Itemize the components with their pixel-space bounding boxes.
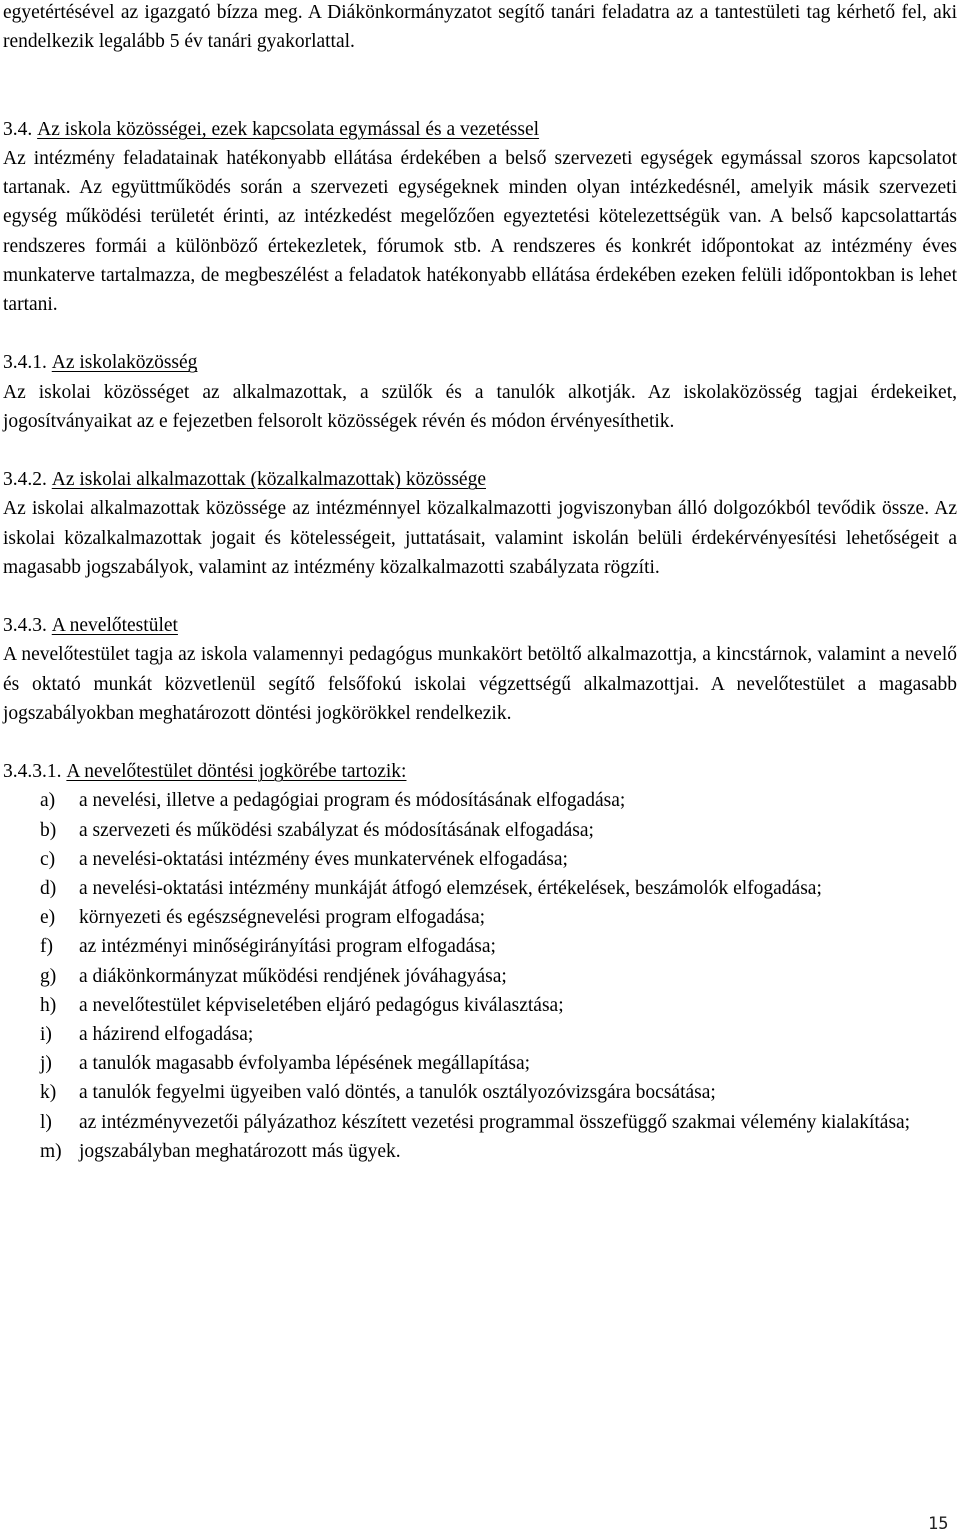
list-item-text: a tanulók fegyelmi ügyeiben való döntés, a tanulók osztályozóvizsgára bocsátása; (79, 1082, 716, 1104)
section-number: 3.4.2. (3, 469, 47, 491)
list-item (3, 874, 957, 903)
list-item (3, 816, 957, 845)
section-title: Az iskolaközösség (51, 352, 198, 374)
list-marker: c) (40, 848, 56, 870)
section-number: 3.4.3.1. (3, 761, 62, 783)
section-number: 3.4.3. (3, 615, 47, 637)
section-heading-3-4-2 (3, 465, 957, 494)
section-heading-3-4-1 (3, 348, 957, 377)
list-marker: j) (40, 1053, 52, 1075)
list-item-text: az intézményi minőségirányítási program elfogadása; (79, 936, 496, 958)
list-item-text: a tanulók magasabb évfolyamba lépésének megállapítása; (79, 1053, 531, 1075)
list-item (3, 1108, 957, 1137)
section-number: 3.4. (3, 118, 33, 140)
section-heading-3-4 (3, 115, 957, 144)
section-title: Az iskolai alkalmazottak (közalkalmazottak) közössége (51, 469, 486, 491)
list-marker: l) (40, 1111, 52, 1133)
list-marker: e) (40, 907, 56, 929)
list-item-text: a nevelési, illetve a pedagógiai program és módosításának elfogadása; (79, 790, 626, 812)
spacer (3, 56, 957, 85)
list-item (3, 1078, 957, 1107)
list-item-text: a házirend elfogadása; (79, 1024, 254, 1046)
list-item-text: a szervezeti és működési szabályzat és módosításának elfogadása; (79, 819, 594, 841)
list-item (3, 1049, 957, 1078)
spacer (3, 319, 957, 348)
section-number: 3.4.1. (3, 352, 47, 374)
list-item (3, 932, 957, 961)
decision-list (3, 786, 957, 1166)
spacer (3, 582, 957, 611)
list-item (3, 1137, 957, 1166)
list-marker: m) (40, 1140, 62, 1162)
section-heading-3-4-3 (3, 611, 957, 640)
list-item-text: a nevelési-oktatási intézmény munkáját átfogó elemzések, értékelések, beszámolók elfogadása; (79, 878, 822, 899)
list-marker: f) (40, 936, 53, 958)
section-title: A nevelőtestület döntési jogkörébe tartozik: (66, 761, 407, 783)
list-item (3, 786, 957, 815)
list-item (3, 845, 957, 874)
list-item-text: környezeti és egészségnevelési program elfogadása; (79, 907, 486, 929)
list-marker: i) (40, 1024, 52, 1046)
section-title: A nevelőtestület (51, 615, 178, 637)
list-marker: k) (40, 1082, 57, 1104)
list-marker: d) (40, 878, 57, 899)
document-page (3, 0, 957, 1166)
list-item-text: az intézményvezetői pályázathoz készített vezetési programmal összefüggő szakmai vélemény kialakítása; (79, 1111, 911, 1133)
list-item (3, 991, 957, 1020)
list-item-text: jogszabályban meghatározott más ügyek. (79, 1140, 401, 1162)
spacer (3, 436, 957, 465)
list-item (3, 962, 957, 991)
page-number: 15 (928, 1514, 949, 1534)
spacer (3, 86, 957, 115)
intro-paragraph: egyetértésével az igazgató bízza meg. A Diákönkormányzatot segítő tanári feladatra az a tantestületi tag kérhető fel, aki rendelkezik legalább 5 év tanári gyakorlattal. (3, 2, 957, 53)
section-body-3-4-1: Az iskolai közösséget az alkalmazottak, a szülők és a tanulók alkotják. Az iskolaközösség tagjai érdekeiket, jogosítványaikat az e fejezetben felsorolt közösségek révén és módon érvényesíthetik. (3, 381, 957, 432)
list-item-text: a nevelési-oktatási intézmény éves munkatervének elfogadása; (79, 848, 568, 870)
section-body-3-4-3: A nevelőtestület tagja az iskola valamennyi pedagógus munkakört betöltő alkalmazottja, a kincstárnok, valamint a nevelő és oktató munkát közvetlenül segítő felsőfokú iskolai végzettségű alkalmazottjai. A nevelőtestület a magasabb jogszabályokban meghatározott döntési jogkörökkel rendelkezik. (3, 644, 957, 724)
list-item (3, 1020, 957, 1049)
list-marker: h) (40, 994, 57, 1016)
spacer (3, 728, 957, 757)
list-marker: g) (40, 965, 57, 987)
section-body-3-4: Az intézmény feladatainak hatékonyabb ellátása érdekében a belső szervezeti egységek egymással szoros kapcsolatot tartanak. Az együttműködés során a szervezeti egységeknek minden olyan intézkedésnél, amelyik másik szervezeti egység működési területét érinti, az intézkedést megelőzően egyeztetési kötelezettségük van. A belső kapcsolattartás rendszeres formái a különböző értekezletek, fórumok stb. A rendszeres és konkrét időpontokat az intézmény éves munkaterve tartalmazza, de megbeszélést a feladatok hatékonyabb ellátása érdekében ezeken felüli időpontokban is lehet tartani. (3, 147, 957, 315)
section-body-3-4-2: Az iskolai alkalmazottak közössége az intézménnyel közalkalmazotti jogviszonyban álló dolgozókból tevődik össze. Az iskolai közalkalmazottak jogait és kötelességeit, juttatásait, valamint iskolán belüli érdekérvényesítési lehetőségeit a magasabb jogszabályok, valamint az intézmény közalkalmazotti szabályzata rögzíti. (3, 498, 957, 578)
list-item-text: a diákönkormányzat működési rendjének jóváhagyása; (79, 965, 507, 987)
list-item (3, 903, 957, 932)
list-item-text: a nevelőtestület képviseletében eljáró pedagógus kiválasztása; (79, 994, 564, 1016)
list-marker: b) (40, 819, 57, 841)
section-title: Az iskola közösségei, ezek kapcsolata egymással és a vezetéssel (37, 118, 540, 140)
list-marker: a) (40, 790, 56, 812)
section-heading-3-4-3-1 (3, 757, 957, 786)
